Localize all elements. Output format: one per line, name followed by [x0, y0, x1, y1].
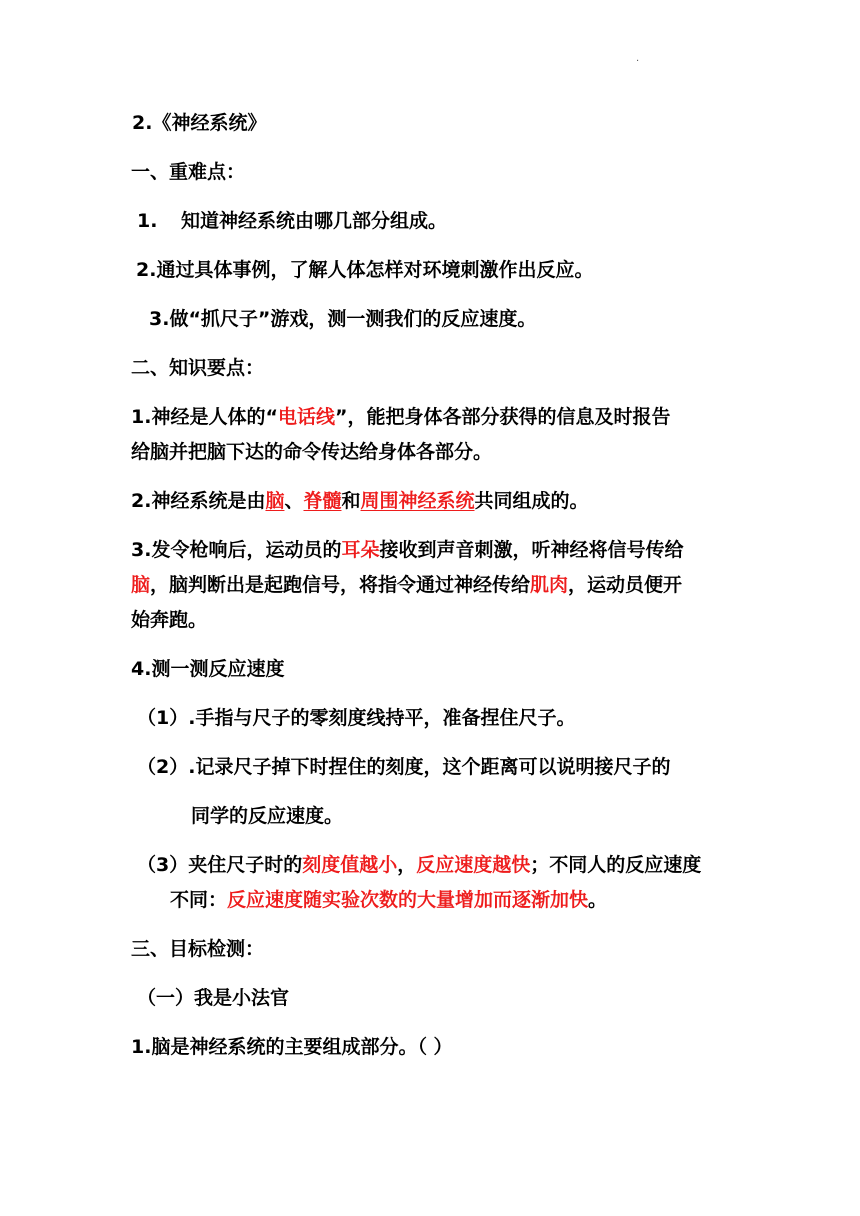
text: ”，能把身体各部分获得的信息及时报告	[334, 406, 671, 428]
key-point-1	[137, 209, 447, 233]
question-1: 1.脑是神经系统的主要组成部分。（ ）	[131, 1036, 453, 1058]
text: 。	[588, 889, 608, 911]
text: 、	[284, 490, 304, 512]
text: ，脑判断出是起跑信号，将指令通过神经传给	[150, 574, 531, 596]
document-title: 2.《神经系统》	[132, 112, 267, 134]
highlight-brain: 脑	[265, 490, 285, 512]
highlight-muscles: 肌肉	[530, 574, 569, 596]
section-heading-knowledge: 二、知识要点：	[131, 357, 265, 379]
section-heading-key-points: 一、重难点：	[131, 161, 246, 183]
subsection-little-judge: （一）我是小法官	[137, 987, 290, 1009]
highlight-peripheral-nervous-system: 周围神经系统	[360, 490, 475, 512]
text: 不同：	[170, 889, 228, 911]
text: 和	[341, 490, 361, 512]
section-heading-assessment: 三、目标检测：	[131, 938, 265, 960]
step-3-line1	[137, 853, 701, 877]
highlight-smaller-value: 刻度值越小	[302, 854, 398, 876]
step-1: （1）.手指与尺子的零刻度线持平，准备捏住尺子。	[137, 707, 576, 729]
key-point-3: 3.做“抓尺子”游戏，测一测我们的反应速度。	[149, 308, 537, 330]
knowledge-3-line1	[131, 538, 683, 562]
key-point-1-text: 知道神经系统由哪几部分组成。	[181, 210, 448, 232]
knowledge-4-heading: 4.测一测反应速度	[131, 658, 285, 680]
knowledge-2	[131, 489, 589, 513]
text: （3）夹住尺子时的	[137, 854, 303, 876]
text: 接收到声音刺激，听神经将信号传给	[379, 539, 684, 561]
text: 3.发令枪响后，运动员的	[131, 539, 342, 561]
step-2: （2）.记录尺子掉下时捏住的刻度，这个距离可以说明接尺子的	[137, 756, 671, 778]
highlight-brain-2: 脑	[131, 574, 151, 596]
key-point-2: 2.通过具体事例，了解人体怎样对环境刺激作出反应。	[136, 259, 594, 281]
knowledge-1-line2: 给脑并把脑下达的命令传达给身体各部分。	[131, 441, 493, 463]
corner-mark: ·	[636, 56, 640, 67]
text: 2.神经系统是由	[131, 490, 266, 512]
text: ，运动员便开	[568, 574, 683, 596]
key-point-1-number: 1.	[137, 210, 158, 232]
step-3-line2	[170, 888, 607, 912]
knowledge-3-line3: 始奔跑。	[131, 609, 208, 631]
highlight-reaction-increases: 反应速度随实验次数的大量增加而逐渐加快	[227, 889, 589, 911]
text: 1.神经是人体的“	[131, 406, 278, 428]
highlight-ears: 耳朵	[341, 539, 380, 561]
text: ；不同人的反应速度	[530, 854, 702, 876]
step-2-continued: 同学的反应速度。	[191, 805, 344, 827]
text: 共同组成的。	[474, 490, 589, 512]
highlight-faster-reaction: 反应速度越快	[416, 854, 531, 876]
knowledge-1-line1	[131, 405, 670, 429]
highlight-spinal-cord: 脊髓	[303, 490, 342, 512]
highlight-telephone-wire: 电话线	[277, 406, 335, 428]
text: ，	[397, 854, 417, 876]
knowledge-3-line2	[131, 573, 682, 597]
